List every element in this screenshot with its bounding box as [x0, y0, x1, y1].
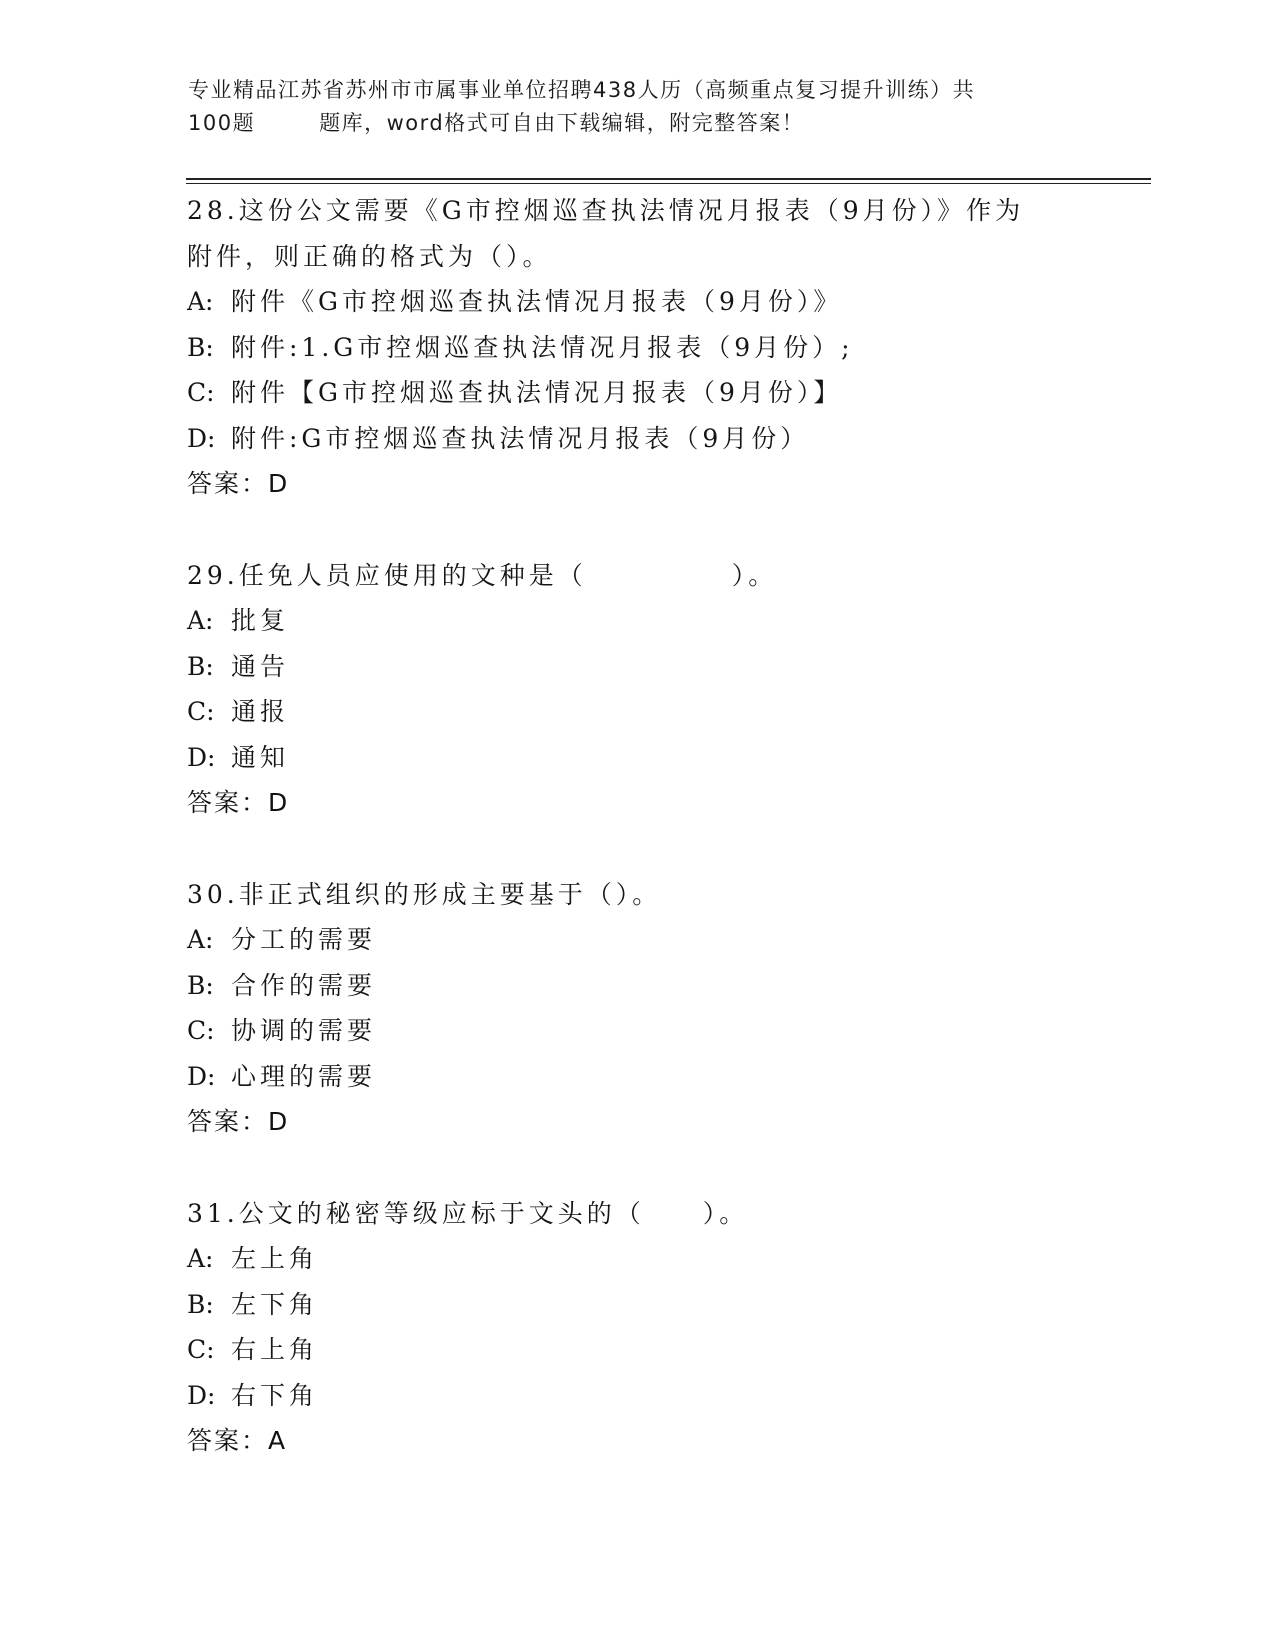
option-c	[187, 1008, 1087, 1054]
answer-line: 答案：D	[187, 788, 290, 817]
question-item	[187, 1191, 1087, 1464]
option-b	[187, 963, 1087, 1009]
option-text: 附件【G市控烟巡查执法情况月报表（9月份）】	[231, 378, 843, 407]
option-letter: B:	[187, 651, 214, 681]
option-d	[187, 1054, 1087, 1100]
option-d	[187, 735, 1087, 781]
header-title-line: 专业精品江苏省苏州市市属事业单位招聘438人历（高频重点复习提升训练）共	[188, 78, 976, 102]
option-b	[187, 644, 1087, 690]
option-d	[187, 1373, 1087, 1419]
option-letter: D:	[187, 1380, 216, 1410]
option-text: 协调的需要	[231, 1016, 377, 1045]
option-a	[187, 279, 1087, 325]
option-text: 通告	[231, 651, 290, 681]
option-letter: C:	[187, 697, 215, 726]
question-item	[187, 188, 1087, 507]
option-letter: A:	[187, 1244, 214, 1273]
option-text: 右上角	[231, 1335, 319, 1364]
answer-line: 答案：D	[187, 1107, 290, 1136]
option-text: 合作的需要	[231, 970, 377, 1000]
option-letter: C:	[187, 1016, 215, 1045]
option-letter: D:	[187, 423, 216, 453]
header-subtitle-line	[188, 107, 1068, 140]
question-stem: 28.这份公文需要《G市控烟巡查执法情况月报表（9月份）》作为附件，则正确的格式为（）。	[187, 196, 1025, 271]
header-question-count: 100题	[188, 111, 256, 135]
question-stem: 31.公文的秘密等级应标于文头的（ ）。	[187, 1198, 749, 1228]
option-c	[187, 1327, 1087, 1373]
option-b	[187, 1282, 1087, 1328]
option-a	[187, 917, 1087, 963]
option-letter: A:	[187, 606, 214, 635]
header-divider-thick	[186, 178, 1151, 180]
option-a	[187, 1236, 1087, 1282]
option-letter: B:	[187, 332, 214, 362]
option-letter: B:	[187, 970, 214, 1000]
header-description: 题库，word格式可自由下载编辑，附完整答案！	[319, 111, 805, 135]
question-stem: 29.任免人员应使用的文种是（ ）。	[187, 560, 778, 590]
option-b	[187, 325, 1087, 371]
option-text: 左下角	[231, 1289, 319, 1319]
document-header	[188, 74, 1068, 140]
option-c	[187, 370, 1087, 416]
option-letter: C:	[187, 1335, 215, 1364]
option-text: 分工的需要	[231, 925, 377, 954]
question-stem: 30.非正式组织的形成主要基于（）。	[187, 879, 662, 909]
option-text: 心理的需要	[231, 1061, 377, 1091]
option-letter: D:	[187, 742, 216, 772]
option-text: 附件《G市控烟巡查执法情况月报表（9月份）》	[231, 287, 843, 316]
option-text: 附件:G市控烟巡查执法情况月报表（9月份）	[231, 423, 810, 453]
option-letter: B:	[187, 1289, 214, 1319]
question-item	[187, 872, 1087, 1145]
option-a	[187, 598, 1087, 644]
answer-line: 答案：D	[187, 469, 290, 498]
option-text: 附件:1.G市控烟巡查执法情况月报表（9月份）;	[231, 332, 854, 362]
option-text: 左上角	[231, 1244, 319, 1273]
question-list	[187, 188, 1087, 1510]
option-letter: A:	[187, 925, 214, 954]
option-text: 右下角	[231, 1380, 319, 1410]
header-divider-thin	[186, 183, 1151, 184]
answer-line: 答案：A	[187, 1426, 288, 1455]
option-c	[187, 689, 1087, 735]
option-text: 批复	[231, 606, 290, 635]
question-item	[187, 553, 1087, 826]
option-letter: D:	[187, 1061, 216, 1091]
option-text: 通报	[231, 697, 290, 726]
option-d	[187, 416, 1087, 462]
option-text: 通知	[231, 742, 290, 772]
option-letter: C:	[187, 378, 215, 407]
option-letter: A:	[187, 287, 214, 316]
